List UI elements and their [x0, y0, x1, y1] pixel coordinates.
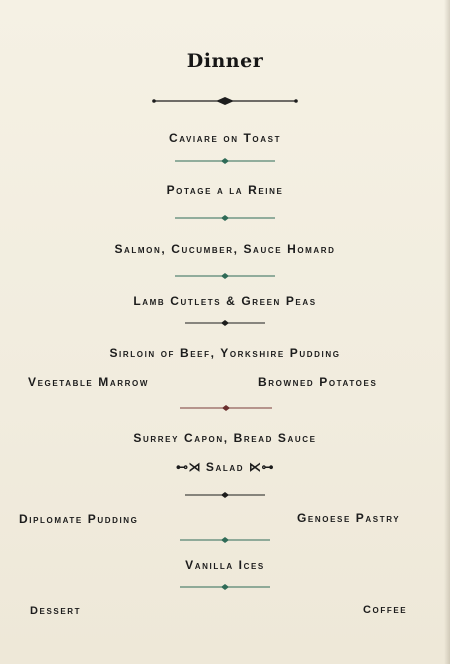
- divider-7: [180, 535, 270, 545]
- menu-title: Dinner: [186, 50, 264, 72]
- side-vegetable-marrow: Vegetable Marrow: [28, 375, 150, 389]
- divider-1: [175, 156, 275, 166]
- course-lamb: Lamb Cutlets & Green Peas: [133, 294, 317, 308]
- course-caviare: Caviare on Toast: [168, 131, 282, 145]
- salad-ornament-left: ⊷⋊: [175, 460, 201, 474]
- divider-6: [185, 490, 265, 500]
- divider-8: [180, 582, 270, 592]
- finale-dessert: Dessert: [30, 605, 82, 617]
- title-divider: [150, 96, 300, 106]
- divider-4: [185, 318, 265, 328]
- pastry-genoese: Genoese Pastry: [297, 511, 401, 525]
- course-potage: Potage a la Reine: [166, 183, 284, 197]
- side-browned-potatoes: Browned Potatoes: [258, 375, 378, 389]
- divider-3: [175, 271, 275, 281]
- course-salmon: Salmon, Cucumber, Sauce Homard: [114, 242, 336, 256]
- divider-2: [175, 213, 275, 223]
- course-sirloin: Sirloin of Beef, Yorkshire Pudding: [109, 346, 341, 360]
- course-vanilla-ices: Vanilla Ices: [185, 558, 265, 572]
- course-capon: Surrey Capon, Bread Sauce: [133, 431, 317, 445]
- finale-coffee: Coffee: [363, 604, 408, 616]
- divider-5: [180, 403, 272, 413]
- course-salad: Salad: [205, 460, 245, 474]
- salad-ornament-right: ⋉⊶: [249, 460, 275, 474]
- pudding-diplomate: Diplomate Pudding: [19, 512, 139, 526]
- salad-line: [0, 460, 450, 474]
